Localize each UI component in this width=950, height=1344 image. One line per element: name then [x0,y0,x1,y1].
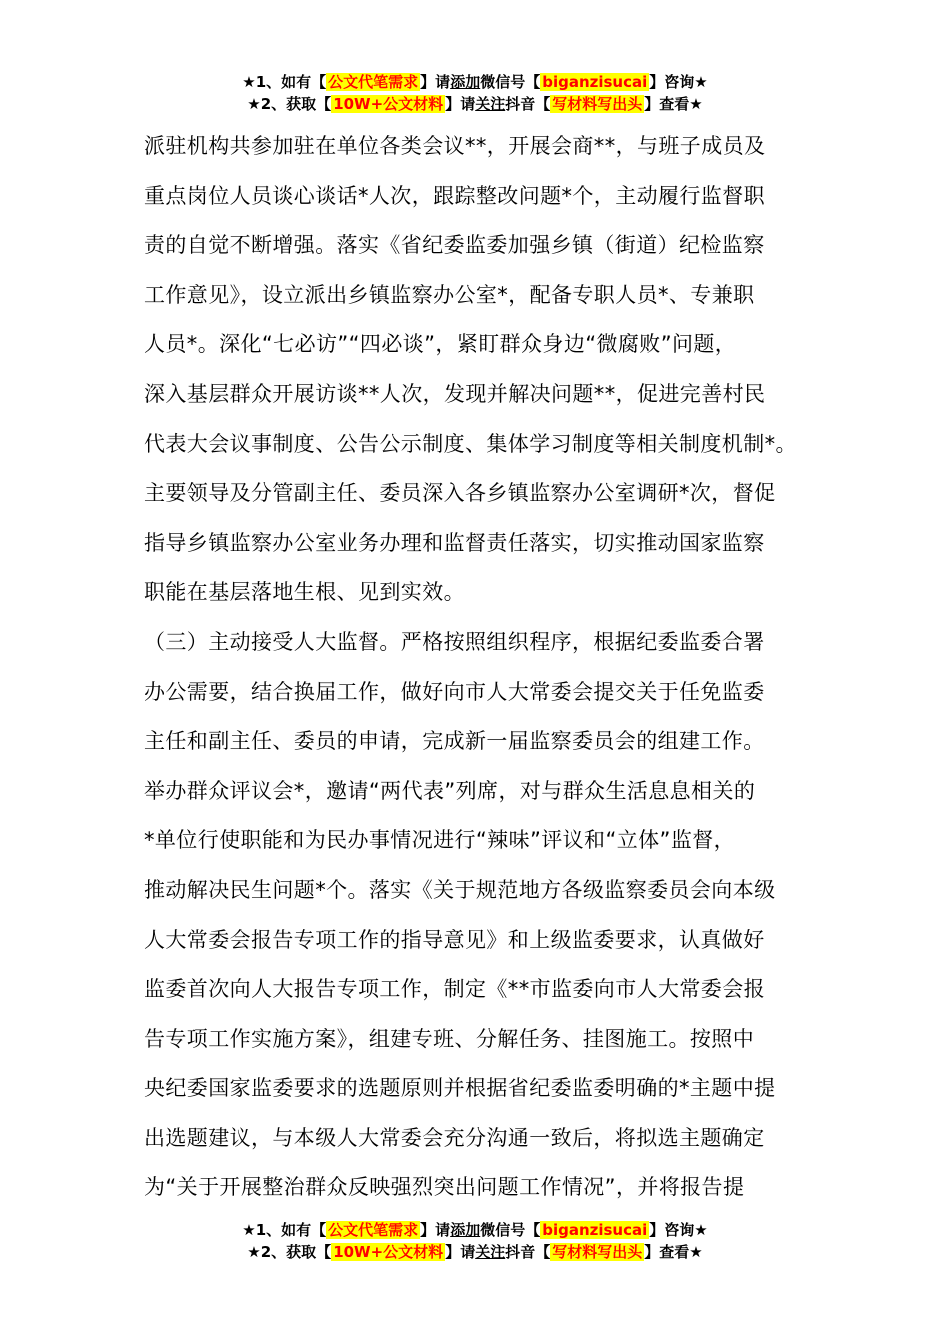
banner-douyin-account: 写材料写出头 [552,95,643,113]
banner-text: 抖音【 [505,95,551,113]
banner-underlined: 关注 [475,1243,506,1261]
text-line: 代表大会议事制度、公告公示制度、集体学习制度等相关制度机制*。 [144,431,797,456]
banner-text: 】请 [420,1221,451,1239]
banner-text: ★2、获取【 [247,1243,332,1261]
banner-line-2 [0,93,950,115]
text-line: 指导乡镇监察办公室业务办理和监督责任落实，切实推动国家监察 [144,530,765,555]
banner-text: 】查看★ [644,95,703,113]
banner-line-2 [0,1241,950,1263]
banner-text: 】请 [445,95,476,113]
text-line: 主要领导及分管副主任、委员深入各乡镇监察办公室调研*次，督促 [144,481,776,506]
text-line: 出选题建议，与本级人大常委会充分沟通一致后，将拟选主题确定 [144,1125,765,1150]
section-heading-line: （三）主动接受人大监督。严格按照组织程序，根据纪委监委合署 [144,629,765,654]
text-line: *单位行使职能和为民办事情况进行“辣味”评议和“立体”监督， [144,828,736,853]
banner-highlight: 10W+公文材料 [333,1243,444,1261]
banner-text: ★1、如有【 [242,73,327,91]
banner-text: 】咨询★ [649,73,708,91]
text-line: 举办群众评议会*，邀请“两代表”列席，对与群众生活息息相关的 [144,778,756,803]
footer-banner [0,1219,950,1263]
text-line: 人大常委会报告专项工作的指导意见》和上级监委要求，认真做好 [144,927,765,952]
banner-text: 】请 [445,1243,476,1261]
banner-wechat-id: biganzisucai [542,73,648,91]
banner-highlight: 公文代笔需求 [328,1221,419,1239]
text-line: 告专项工作实施方案》，组建专班、分解任务、挂图施工。按照中 [144,1026,755,1051]
banner-underlined: 关注 [475,95,506,113]
banner-highlight: 10W+公文材料 [333,95,444,113]
banner-text: 微信号【 [480,73,541,91]
text-line: 重点岗位人员谈心谈话*人次，跟踪整改问题*个，主动履行监督职 [144,183,765,208]
banner-text: ★2、获取【 [247,95,332,113]
text-line: 责的自觉不断增强。落实《省纪委监委加强乡镇（街道）纪检监察 [144,233,765,258]
banner-text: 】咨询★ [649,1221,708,1239]
banner-text: 】请 [420,73,451,91]
banner-wechat-id: biganzisucai [542,1221,648,1239]
header-banner [0,71,950,115]
text-line: 办公需要，结合换届工作，做好向市人大常委会提交关于任免监委 [144,679,765,704]
banner-text: 抖音【 [505,1243,551,1261]
text-line: 深入基层群众开展访谈**人次，发现并解决问题**，促进完善村民 [144,381,766,406]
text-line: 为“关于开展整治群众反映强烈突出问题工作情况”，并将报告提 [144,1175,745,1200]
document-body [144,122,834,1213]
text-line: 推动解决民生问题*个。落实《关于规范地方各级监察委员会向本级 [144,877,776,902]
text-line: 监委首次向人大报告专项工作，制定《**市监委向市人大常委会报 [144,977,765,1002]
text-line: 人员*。深化“七必访”“四必谈”，紧盯群众身边“微腐败”问题， [144,332,737,357]
banner-underlined: 添加 [450,1221,481,1239]
text-line: 央纪委国家监委要求的选题原则并根据省纪委监委明确的*主题中提 [144,1076,776,1101]
banner-line-1 [0,1219,950,1241]
banner-douyin-account: 写材料写出头 [552,1243,643,1261]
banner-text: 】查看★ [644,1243,703,1261]
text-line: 工作意见》，设立派出乡镇监察办公室*，配备专职人员*、专兼职 [144,282,755,307]
banner-line-1 [0,71,950,93]
text-line: 派驻机构共参加驻在单位各类会议**，开展会商**，与班子成员及 [144,134,766,158]
banner-text: ★1、如有【 [242,1221,327,1239]
banner-text: 微信号【 [480,1221,541,1239]
text-line: 主任和副主任、委员的申请，完成新一届监察委员会的组建工作。 [144,729,765,754]
banner-highlight: 公文代笔需求 [328,73,419,91]
text-line: 职能在基层落地生根、见到实效。 [144,580,465,605]
banner-underlined: 添加 [450,73,481,91]
